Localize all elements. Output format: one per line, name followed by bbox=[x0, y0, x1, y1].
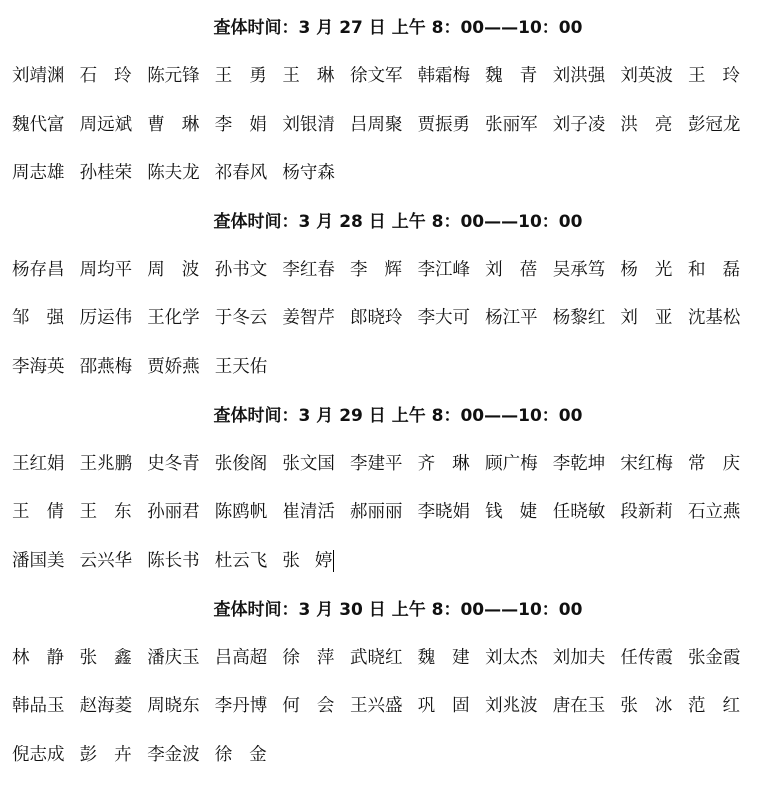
person-name: 沈基松 bbox=[687, 308, 741, 328]
person-name bbox=[215, 113, 283, 137]
person-name: 杨存昌 bbox=[12, 259, 65, 280]
name-list bbox=[12, 646, 756, 792]
person-name bbox=[282, 646, 350, 670]
person-name-spaced: 王 东 bbox=[79, 502, 132, 522]
person-name: 云兴华 bbox=[79, 550, 133, 571]
section-heading: 查体时间：3 月 28 日 上午 8：00——10：00 bbox=[213, 211, 583, 232]
person-name: 陈鸥帆 bbox=[214, 502, 268, 522]
person-name-spaced: 范 红 bbox=[687, 696, 740, 716]
person-name bbox=[12, 646, 80, 670]
person-name-spaced: 刘 蓓 bbox=[485, 259, 538, 280]
person-name: 于冬云 bbox=[214, 308, 268, 328]
person-name bbox=[688, 64, 756, 88]
person-name: 贾振勇 bbox=[417, 114, 471, 135]
person-name: 周志雄 bbox=[12, 163, 65, 183]
person-name: 刘加夫 bbox=[552, 647, 606, 668]
person-name: 刘兆波 bbox=[485, 696, 538, 716]
person-name: 刘子凌 bbox=[552, 114, 606, 135]
person-name: 史冬青 bbox=[147, 453, 200, 474]
person-name: 任晓敏 bbox=[552, 502, 606, 522]
person-name-spaced: 李 辉 bbox=[349, 259, 402, 280]
person-name bbox=[215, 743, 283, 767]
person-name: 崔清活 bbox=[282, 502, 335, 522]
person-name bbox=[80, 743, 148, 767]
person-name bbox=[282, 549, 350, 573]
name-row bbox=[12, 64, 756, 113]
person-name: 李金波 bbox=[147, 744, 200, 765]
person-name: 王兆鹏 bbox=[79, 453, 133, 474]
person-name: 刘靖渊 bbox=[12, 66, 65, 86]
person-name-spaced: 王 琳 bbox=[282, 66, 335, 86]
person-name: 陈元锋 bbox=[147, 66, 200, 86]
person-name: 周晓东 bbox=[147, 696, 200, 716]
person-name bbox=[485, 500, 553, 524]
person-name: 刘太杰 bbox=[485, 647, 538, 668]
person-name: 刘银清 bbox=[282, 114, 335, 135]
person-name: 姜智芹 bbox=[282, 308, 335, 328]
person-name: 李红春 bbox=[282, 259, 335, 280]
person-name: 刘洪强 bbox=[552, 66, 606, 86]
person-name: 邵燕梅 bbox=[79, 356, 133, 377]
person-name bbox=[418, 646, 486, 670]
name-row bbox=[12, 161, 756, 210]
name-row bbox=[12, 500, 756, 549]
person-name bbox=[418, 694, 486, 718]
person-name: 孙桂荣 bbox=[79, 163, 133, 183]
person-name bbox=[12, 500, 80, 524]
section-heading: 查体时间：3 月 27 日 上午 8：00——10：00 bbox=[213, 18, 583, 38]
person-name bbox=[620, 306, 688, 330]
person-name-spaced: 巩 固 bbox=[417, 696, 470, 716]
person-name: 吕高超 bbox=[214, 647, 268, 668]
person-name: 孙丽君 bbox=[147, 502, 200, 522]
name-row bbox=[12, 306, 756, 355]
person-name: 李大可 bbox=[417, 308, 471, 328]
person-name bbox=[147, 113, 215, 137]
person-name: 张金霞 bbox=[687, 647, 741, 668]
person-name-spaced: 王 玲 bbox=[687, 66, 740, 86]
person-name-spaced: 邹 强 bbox=[12, 308, 64, 328]
person-name-spaced: 刘 亚 bbox=[620, 308, 673, 328]
person-name bbox=[215, 64, 283, 88]
person-name: 唐在玉 bbox=[552, 696, 606, 716]
person-name-spaced: 周 波 bbox=[147, 259, 200, 280]
person-name: 杨守森 bbox=[282, 163, 335, 183]
person-name-spaced: 张 婷 bbox=[282, 550, 333, 571]
person-name: 王天佑 bbox=[214, 356, 268, 377]
person-name-spaced: 曹 琳 bbox=[147, 114, 200, 135]
person-name-spaced: 徐 金 bbox=[214, 744, 267, 765]
person-name-spaced: 常 庆 bbox=[687, 453, 740, 474]
person-name-spaced: 彭 卉 bbox=[79, 744, 132, 765]
person-name: 李建平 bbox=[349, 453, 403, 474]
person-name: 韩品玉 bbox=[12, 696, 65, 716]
person-name bbox=[620, 258, 688, 282]
person-name: 潘庆玉 bbox=[147, 647, 200, 668]
person-name bbox=[485, 258, 553, 282]
person-name: 张丽军 bbox=[485, 114, 538, 135]
person-name: 杨江平 bbox=[485, 308, 538, 328]
section-heading: 查体时间：3 月 30 日 上午 8：00——10：00 bbox=[213, 599, 583, 620]
person-name-spaced: 林 静 bbox=[12, 647, 64, 668]
name-row bbox=[12, 113, 756, 162]
person-name: 郝丽丽 bbox=[349, 502, 403, 522]
person-name-spaced: 何 会 bbox=[282, 696, 335, 716]
person-name bbox=[688, 258, 756, 282]
person-name: 石立燕 bbox=[687, 502, 741, 522]
person-name-spaced: 魏 建 bbox=[417, 647, 470, 668]
person-name-spaced: 魏 青 bbox=[485, 66, 538, 86]
name-list bbox=[12, 258, 756, 404]
person-name bbox=[80, 646, 148, 670]
person-name: 周远斌 bbox=[79, 114, 133, 135]
name-row bbox=[12, 646, 756, 695]
name-row bbox=[12, 355, 756, 404]
person-name bbox=[12, 306, 80, 330]
person-name bbox=[620, 694, 688, 718]
person-name bbox=[418, 452, 486, 476]
text-cursor bbox=[333, 550, 334, 572]
person-name: 李丹博 bbox=[214, 696, 268, 716]
person-name: 杜云飞 bbox=[214, 550, 268, 571]
person-name-spaced: 张 鑫 bbox=[79, 647, 132, 668]
person-name: 赵海菱 bbox=[79, 696, 133, 716]
person-name: 张文国 bbox=[282, 453, 335, 474]
person-name bbox=[688, 694, 756, 718]
person-name: 吕周聚 bbox=[349, 114, 403, 135]
person-name: 张俊阁 bbox=[214, 453, 268, 474]
person-name: 彭冠龙 bbox=[687, 114, 741, 135]
person-name: 王化学 bbox=[147, 308, 200, 328]
person-name bbox=[282, 694, 350, 718]
person-name: 韩霜梅 bbox=[417, 66, 471, 86]
person-name: 吴承笃 bbox=[552, 259, 606, 280]
person-name: 贾娇燕 bbox=[147, 356, 200, 377]
person-name-spaced: 石 玲 bbox=[79, 66, 132, 86]
person-name: 厉运伟 bbox=[79, 308, 133, 328]
person-name bbox=[80, 64, 148, 88]
person-name: 孙书文 bbox=[214, 259, 268, 280]
person-name: 郎晓玲 bbox=[349, 308, 403, 328]
section-heading: 查体时间：3 月 29 日 上午 8：00——10：00 bbox=[213, 405, 583, 426]
person-name: 潘国美 bbox=[12, 550, 65, 571]
name-list bbox=[12, 452, 756, 598]
person-name bbox=[620, 113, 688, 137]
person-name-spaced: 杨 光 bbox=[620, 259, 673, 280]
person-name: 李海英 bbox=[12, 356, 65, 377]
person-name-spaced: 徐 萍 bbox=[282, 647, 335, 668]
name-row bbox=[12, 694, 756, 743]
person-name-spaced: 李 娟 bbox=[214, 114, 267, 135]
person-name: 李江峰 bbox=[417, 259, 471, 280]
name-row bbox=[12, 743, 756, 792]
person-name-spaced: 洪 亮 bbox=[620, 114, 673, 135]
person-name bbox=[282, 64, 350, 88]
person-name: 宋红梅 bbox=[620, 453, 673, 474]
person-name: 李乾坤 bbox=[552, 453, 606, 474]
person-name: 刘英波 bbox=[620, 66, 673, 86]
name-row bbox=[12, 258, 756, 307]
person-name: 任传霞 bbox=[620, 647, 673, 668]
person-name bbox=[80, 500, 148, 524]
person-name bbox=[485, 64, 553, 88]
person-name-spaced: 钱 婕 bbox=[485, 502, 538, 522]
person-name-spaced: 和 磊 bbox=[687, 259, 740, 280]
person-name: 武晓红 bbox=[349, 647, 403, 668]
name-row bbox=[12, 452, 756, 501]
person-name-spaced: 王 倩 bbox=[12, 502, 64, 522]
person-name: 倪志成 bbox=[12, 744, 65, 765]
person-name-spaced: 王 勇 bbox=[214, 66, 267, 86]
name-list bbox=[12, 64, 756, 210]
person-name: 魏代富 bbox=[12, 114, 65, 135]
person-name: 杨黎红 bbox=[552, 308, 606, 328]
person-name: 李晓娟 bbox=[417, 502, 471, 522]
person-name: 祁春风 bbox=[214, 163, 268, 183]
person-name: 王红娟 bbox=[12, 453, 65, 474]
person-name: 陈长书 bbox=[147, 550, 200, 571]
person-name: 顾广梅 bbox=[485, 453, 538, 474]
person-name: 周均平 bbox=[79, 259, 133, 280]
person-name bbox=[688, 452, 756, 476]
person-name-spaced: 齐 琳 bbox=[417, 453, 470, 474]
person-name: 陈夫龙 bbox=[147, 163, 200, 183]
person-name: 王兴盛 bbox=[349, 696, 403, 716]
person-name bbox=[350, 258, 418, 282]
person-name-spaced: 张 冰 bbox=[620, 696, 673, 716]
person-name bbox=[147, 258, 215, 282]
person-name: 段新莉 bbox=[620, 502, 673, 522]
name-row bbox=[12, 549, 756, 598]
person-name: 徐文军 bbox=[349, 66, 403, 86]
